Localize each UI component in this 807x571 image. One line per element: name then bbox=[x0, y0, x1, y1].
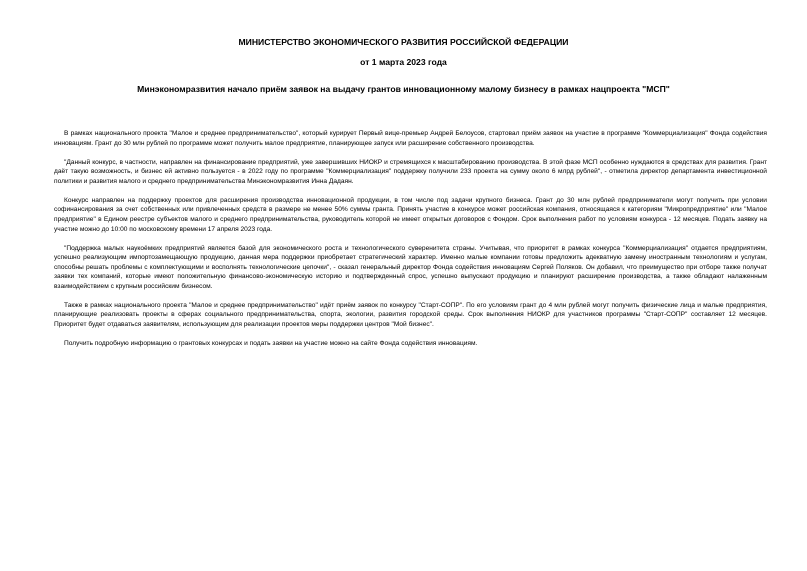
paragraph-5: Также в рамках национального проекта "Малое и среднее предпринимательство" идёт приём заявок по конкурсу "Старт-СОПР". По его условиям грант до 4 млн рублей могут получить физические лица и малые предприятия, планирующие реализовать проекты в сферах социального предпринимательства, спорта, экологии, развития городской среды. Срок выполнения НИОКР для участников программы "Старт-СОПР" составляет 12 месяцев. Приоритет будет отдаваться заявителям, использующим для реализации проектов меры поддержки центров "Мой бизнес". bbox=[54, 301, 767, 329]
ministry-heading: МИНИСТЕРСТВО ЭКОНОМИЧЕСКОГО РАЗВИТИЯ РОССИЙСКОЙ ФЕДЕРАЦИИ bbox=[238, 37, 569, 47]
paragraph-2: "Данный конкурс, в частности, направлен на финансирование предприятий, уже завершивших НИОКР и стремящихся к масштабированию производства. В этой фазе МСП особенно нуждаются в средствах для развития. Грант даёт такую возможность, и бизнес ей активно пользуется - в 2022 году по программе "Коммерциализация" поддержку получили 233 проекта на сумму около 6 млрд рублей", - отметила директор департамента инвестиционной политики и развития малого и среднего предпринимательства Минэкономразвития Инна Дадаян. bbox=[54, 158, 767, 185]
paragraph-3: Конкурс направлен на поддержку проектов для расширения производства инновационной продукции, в том числе под задачи крупного бизнеса. Грант до 30 млн рублей предприниматели могут получить при условии софинансирования за счет собственных или привлеченных средств в размере не менее 50% суммы гранта. Принять участие в конкурсе может российская компания, относящаяся к категориям "Микропредприятие" или "Малое предприятие" в Едином реестре субъектов малого и среднего предпринимательства, руководитель которой не имеет открытых договоров с Фондом. Срок выполнения работ по условиям конкурса - 12 месяцев. Подать заявку на участие можно до 10:00 по московскому времени 17 апреля 2023 года. bbox=[54, 196, 767, 233]
document-headline: Минэкономразвития начало приём заявок на выдачу грантов инновационному малому бизнесу в рамках нацпроекта "МСП" bbox=[137, 84, 670, 94]
paragraph-1: В рамках национального проекта "Малое и среднее предпринимательство", который курирует Первый вице-премьер Андрей Белоусов, стартовал приём заявок на участие в программе "Коммерциализация" Фонда содействия инновациям. Грант до 30 млн рублей по программе может получить малое предприятие, планирующее запуск или расширение собственного производства. bbox=[54, 130, 767, 147]
document-date: от 1 марта 2023 года bbox=[360, 57, 447, 67]
document-body bbox=[54, 129, 767, 358]
paragraph-4: "Поддержка малых наукоёмких предприятий является базой для экономического роста и технологического суверенитета страны. Учитывая, что приоритет в рамках конкурса "Коммерциализация" отдается предприятиям, успешно реализующим импортозамещающую продукцию, данная мера поддержки приобретает стратегический характер. Именно малые компании готовы предложить адекватную замену иностранным технологиям и услугам, способны решать проблемы с комплектующими и восполнять технологические цепочки", - сказал генеральный директор Фонда содействия инновациям Сергей Поляков. Он добавил, что преимущество при отборе также получат заявки тех компаний, которые имеют положительную финансово-экономическую историю и подтвержденный спрос, успешно выпускают продукцию и планируют расширение производства, а также обладают налаженным взаимодействием с крупным российским бизнесом. bbox=[54, 244, 767, 290]
paragraph-6: Получить подробную информацию о грантовых конкурсах и подать заявки на участие можно на сайте Фонда содействия инновациям. bbox=[64, 340, 478, 348]
